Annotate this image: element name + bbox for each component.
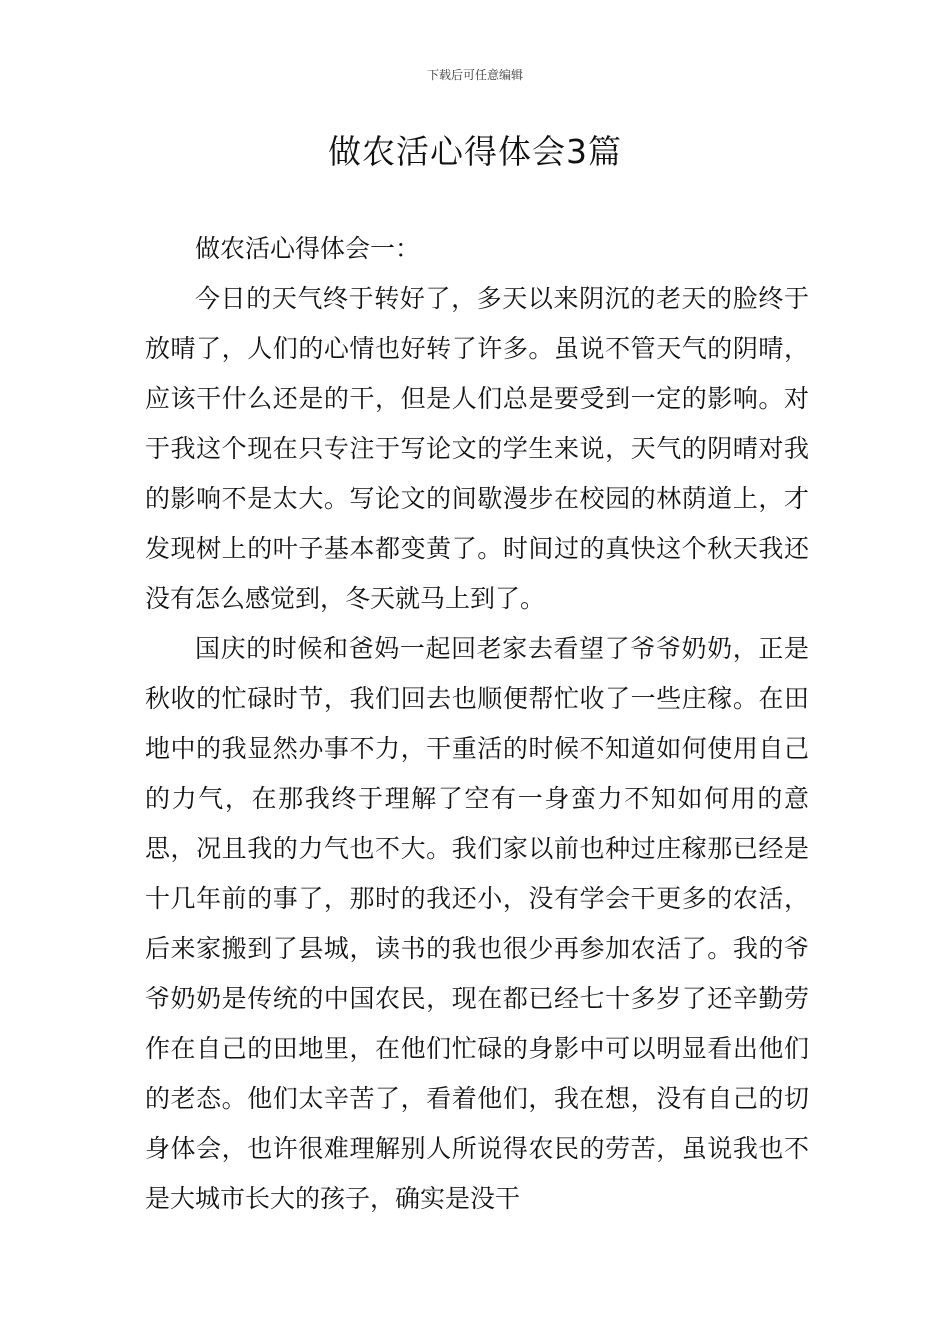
body-paragraph-2: 国庆的时候和爸妈一起回老家去看望了爷爷奶奶，正是秋收的忙碌时节，我们回去也顺便帮忙收了一些庄稼。在田地中的我显然办事不力，干重活的时候不知道如何使用自己的力气，在那我终于理解了空有一身蛮力不知如何用的意思，况且我的力气也不大。我们家以前也种过庄稼那已经是十几年前的事了，那时的我还小，没有学会干更多的农活，后来家搬到了县城，读书的我也很少再参加农活了。我的爷爷奶奶是传统的中国农民，现在都已经七十多岁了还辛勤劳作在自己的田地里，在他们忙碌的身影中可以明显看出他们的老态。他们太辛苦了，看着他们，我在想，没有自己的切身体会，也许很难理解别人所说得农民的劳苦，虽说我也不是大城市长大的孩子，确实是没干 (145, 634, 809, 1213)
section-heading: 做农活心得体会一： (195, 234, 421, 263)
document-body (145, 224, 809, 1224)
body-paragraph-1: 今日的天气终于转好了，多天以来阴沉的老天的脸终于放晴了，人们的心情也好转了许多。虽说不管天气的阴晴，应该干什么还是的干，但是人们总是要受到一定的影响。对于我这个现在只专注于写论文的学生来说，天气的阴晴对我的影响不是太大。写论文的间歇漫步在校园的林荫道上，才发现树上的叶子基本都变黄了。时间过的真快这个秋天我还没有怎么感觉到，冬天就马上到了。 (145, 284, 809, 613)
document-title: 做农活心得体会3篇 (328, 132, 622, 171)
header-note: 下载后可任意编辑 (426, 68, 523, 82)
